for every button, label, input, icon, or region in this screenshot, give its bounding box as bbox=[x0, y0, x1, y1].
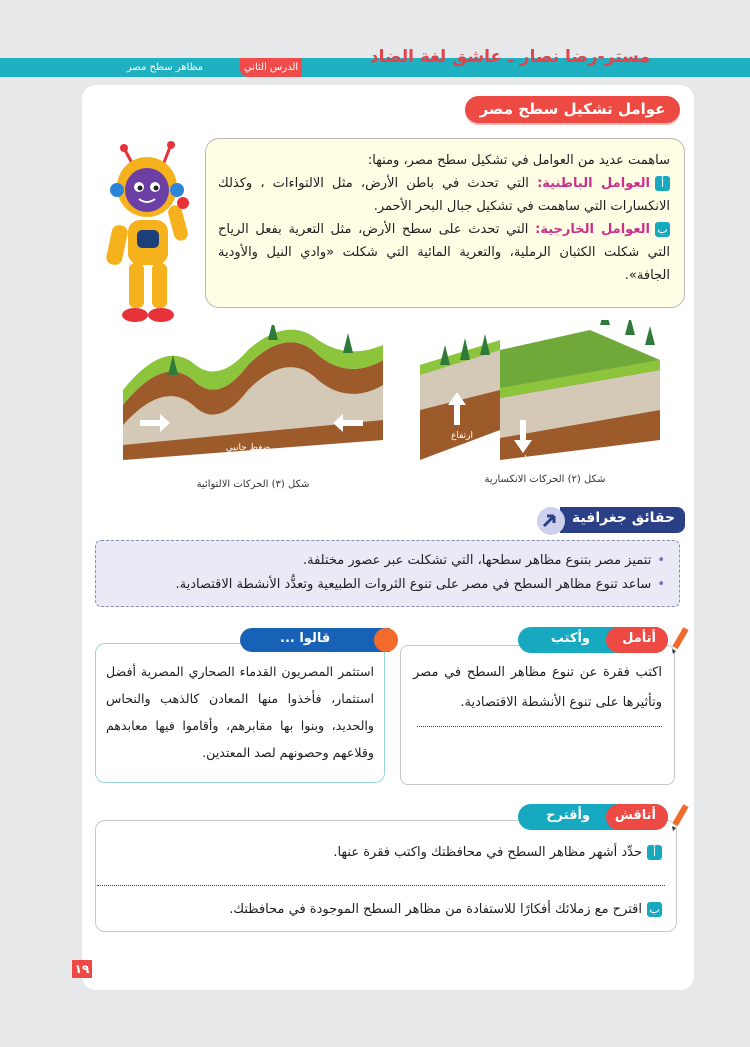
item-a-text: التي تحدث في باطن الأرض، مثل الالتواءات ، وكذلك الانكسارات التي ساهمت في تشكيل جبال البحر الأحمر. bbox=[218, 176, 670, 214]
said-tag bbox=[240, 628, 390, 652]
folding-diagram bbox=[118, 325, 388, 475]
q2-number: ب bbox=[647, 902, 662, 917]
discuss-tag-1: أناقش bbox=[614, 808, 656, 823]
robot-mascot-illustration bbox=[95, 135, 205, 330]
reflect-answer-line[interactable] bbox=[417, 726, 662, 727]
section-title: عوامل تشكيل سطح مصر bbox=[465, 96, 680, 123]
intro-box bbox=[205, 138, 685, 308]
item-a-term: العوامل الباطنية: bbox=[537, 176, 650, 191]
fig2-up-label: ارتفاع bbox=[450, 431, 474, 441]
figure-folding bbox=[118, 325, 388, 490]
q2-text: اقترح مع زملائك أفكارًا للاستفادة من مظاهر السطح الموجودة في محافظتك. bbox=[229, 902, 642, 917]
fig2-down-label: انخفاض bbox=[513, 455, 543, 465]
fig2-caption: شكل (٢) الحركات الانكسارية bbox=[484, 474, 606, 485]
item-b-text: التي تحدث على سطح الأرض، مثل التعرية بفعل الرياح التي شكلت الكثبان الرملية، والتعرية المائية التي شكلت «وادي النيل والأودية الجافة». bbox=[218, 222, 670, 283]
item-a-number: أ bbox=[655, 176, 670, 191]
pencil-icon bbox=[668, 625, 692, 655]
intro-item-b bbox=[218, 218, 670, 287]
faulting-diagram bbox=[410, 320, 680, 470]
intro-lead: ساهمت عديد من العوامل في تشكيل سطح مصر، ومنها: bbox=[367, 153, 670, 168]
facts-header bbox=[535, 505, 685, 537]
item-b-term: العوامل الخارجية: bbox=[535, 222, 651, 237]
q1-text: حدِّد أشهر مظاهر السطح في محافظتك واكتب فقرة عنها. bbox=[333, 845, 642, 860]
said-title: قالوا ... bbox=[280, 631, 331, 646]
intro-item-a bbox=[218, 172, 670, 218]
discuss-tag bbox=[515, 802, 690, 832]
fact-item-1: • تتميز مصر بتنوع مظاهر سطحها، التي تشكلت عبر عصور مختلفة. bbox=[106, 549, 665, 573]
q1-number: أ bbox=[647, 845, 662, 860]
discuss-question-1 bbox=[102, 845, 662, 860]
reflect-tag bbox=[515, 625, 690, 655]
fig3-pressure-label: ضغط جانبي bbox=[225, 443, 271, 453]
fig3-caption: شكل (٣) الحركات الالتوائية bbox=[196, 479, 310, 490]
reflect-tag-2: وأكتب bbox=[550, 631, 590, 646]
discuss-tag-2: وأقترح bbox=[546, 808, 590, 823]
facts-arrow-icon bbox=[535, 505, 567, 537]
facts-title: حقائق جغرافية bbox=[571, 510, 675, 526]
page-number: ١٩ bbox=[72, 960, 92, 978]
reflect-tag-1: أتأمل bbox=[622, 631, 656, 646]
item-b-number: ب bbox=[655, 222, 670, 237]
reflect-text: اكتب فقرة عن تنوع مظاهر السطح في مصر وتأثيرها على تنوع الأنشطة الاقتصادية. bbox=[413, 665, 662, 710]
facts-box bbox=[95, 540, 680, 607]
said-box bbox=[95, 643, 385, 783]
said-text: استثمر المصريون القدماء الصحاري المصرية أفضل استثمار، فأخذوا منها المعادن كالذهب والنحاس والحديد، وبنوا بها مقابرهم، وأقاموا فيها معابدهم وقلاعهم وحصونهم لصد المعتدين. bbox=[106, 664, 374, 760]
lesson-name: مظاهر سطح مصر bbox=[126, 62, 204, 73]
figure-faulting bbox=[410, 320, 680, 485]
pencil-icon bbox=[668, 802, 692, 832]
fact-item-2: • ساعد تنوع مظاهر السطح في مصر على تنوع الثروات الطبيعية وتعدُّد الأنشطة الاقتصادية. bbox=[106, 573, 665, 597]
q1-answer-line[interactable] bbox=[97, 885, 665, 886]
reflect-box bbox=[400, 645, 675, 785]
brand-title: مستر-رضا نصار ـ عاشق لغة الضاد bbox=[369, 47, 650, 67]
lesson-tag: الدرس الثاني bbox=[240, 58, 302, 77]
discuss-question-2 bbox=[102, 902, 662, 917]
